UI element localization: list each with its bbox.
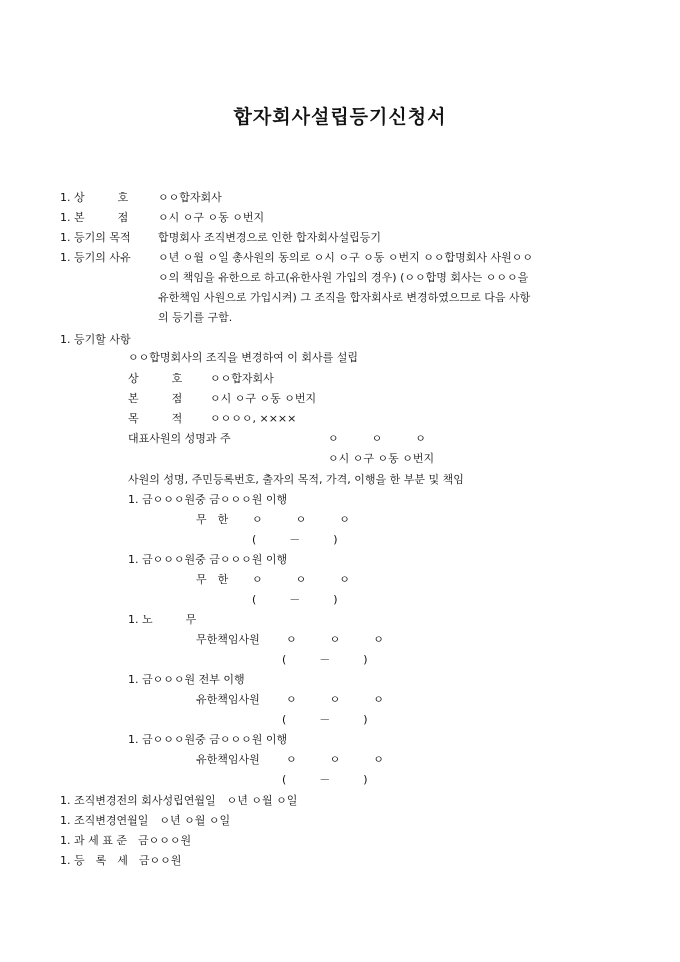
item-number: 1. — [60, 191, 71, 204]
item-number: 1. — [60, 333, 71, 346]
representative-label: 대표사원의 성명과 주 — [128, 432, 231, 445]
matter-label: 상 호 — [128, 372, 183, 385]
conversion-date: 조직변경연월일 ㅇ년 ㅇ월 ㅇ일 — [74, 814, 231, 827]
item-number: 1. — [128, 673, 139, 686]
partner-id: ( － ) — [252, 593, 338, 606]
representative-name: ㅇ ㅇ ㅇ — [328, 432, 426, 445]
original-establishment-date: 조직변경전의 회사성립연월일 ㅇ년 ㅇ월 ㅇ일 — [74, 794, 298, 807]
item-number: 1. — [60, 834, 71, 847]
matter-label: 목 적 — [128, 412, 183, 425]
matters-label: 등기할 사항 — [74, 333, 131, 346]
partner-contribution: 금ㅇㅇㅇ원중 금ㅇㅇㅇ원 이행 — [142, 493, 288, 506]
representative-address: ㅇ시 ㅇ구 ㅇ동 ㅇ번지 — [328, 452, 435, 465]
partner-liability: 무한책임사원 — [196, 633, 260, 646]
partner-name: ㅇ ㅇ ㅇ — [252, 513, 350, 526]
partner-contribution: 금ㅇㅇㅇ원중 금ㅇㅇㅇ원 이행 — [142, 553, 288, 566]
purpose-value: 합명회사 조직변경으로 인한 합자회사설립등기 — [158, 231, 382, 244]
partner-contribution: 금ㅇㅇㅇ원중 금ㅇㅇㅇ원 이행 — [142, 733, 288, 746]
head-office-value: ㅇ시 ㅇ구 ㅇ동 ㅇ번지 — [158, 211, 265, 224]
tax-base: 과 세 표 준 금ㅇㅇㅇ원 — [74, 834, 192, 847]
partners-heading: 사원의 성명, 주민등록번호, 출자의 목적, 가격, 이행을 한 부분 및 책임 — [128, 473, 464, 486]
partner-id: ( － ) — [282, 773, 368, 786]
item-number: 1. — [60, 251, 71, 264]
reason-label: 등기의 사유 — [74, 251, 131, 264]
partner-id: ( － ) — [282, 713, 368, 726]
trade-name-label: 상 호 — [74, 191, 129, 204]
partner-name: ㅇ ㅇ ㅇ — [286, 693, 384, 706]
partner-id: ( － ) — [252, 533, 338, 546]
reason-line: ㅇ년 ㅇ월 ㅇ일 총사원의 동의로 ㅇ시 ㅇ구 ㅇ동 ㅇ번지 ㅇㅇ합명회사 사원ㅇㅇ — [158, 251, 533, 264]
matters-intro: ㅇㅇ합명회사의 조직을 변경하여 이 회사를 설립 — [128, 351, 359, 364]
partner-liability: 유한책임사원 — [196, 753, 260, 766]
partner-id: ( － ) — [282, 653, 368, 666]
partner-contribution: 노 무 — [142, 613, 197, 626]
matter-value: ㅇㅇ합자회사 — [210, 372, 274, 385]
partner-liability: 무 한 — [196, 573, 229, 586]
item-number: 1. — [128, 553, 139, 566]
item-number: 1. — [128, 613, 139, 626]
partner-liability: 무 한 — [196, 513, 229, 526]
partner-liability: 유한책임사원 — [196, 693, 260, 706]
item-number: 1. — [60, 854, 71, 867]
head-office-label: 본 점 — [74, 211, 129, 224]
item-number: 1. — [60, 211, 71, 224]
item-number: 1. — [60, 814, 71, 827]
registration-tax: 등 록 세 금ㅇㅇ원 — [74, 854, 182, 867]
item-number: 1. — [128, 493, 139, 506]
item-number: 1. — [60, 231, 71, 244]
trade-name-value: ㅇㅇ합자회사 — [158, 191, 222, 204]
partner-name: ㅇ ㅇ ㅇ — [286, 633, 384, 646]
item-number: 1. — [60, 794, 71, 807]
matter-label: 본 점 — [128, 392, 183, 405]
item-number: 1. — [128, 733, 139, 746]
matter-value: ㅇㅇㅇㅇ, ×××× — [210, 412, 297, 425]
document-title: 합자회사설립등기신청서 — [233, 106, 447, 128]
partner-name: ㅇ ㅇ ㅇ — [252, 573, 350, 586]
partner-contribution: 금ㅇㅇㅇ원 전부 이행 — [142, 673, 245, 686]
reason-line: ㅇ의 책임을 유한으로 하고(유한사원 가입의 경우) (ㅇㅇ합명 회사는 ㅇㅇㅇ을 — [158, 271, 529, 284]
purpose-label: 등기의 목적 — [74, 231, 131, 244]
partner-name: ㅇ ㅇ ㅇ — [286, 753, 384, 766]
reason-line: 유한책임 사원으로 가입시켜) 그 조직을 합자회사로 변경하였으므로 다음 사항 — [158, 291, 531, 304]
reason-line: 의 등기를 구함. — [158, 311, 233, 324]
matter-value: ㅇ시 ㅇ구 ㅇ동 ㅇ번지 — [210, 392, 317, 405]
